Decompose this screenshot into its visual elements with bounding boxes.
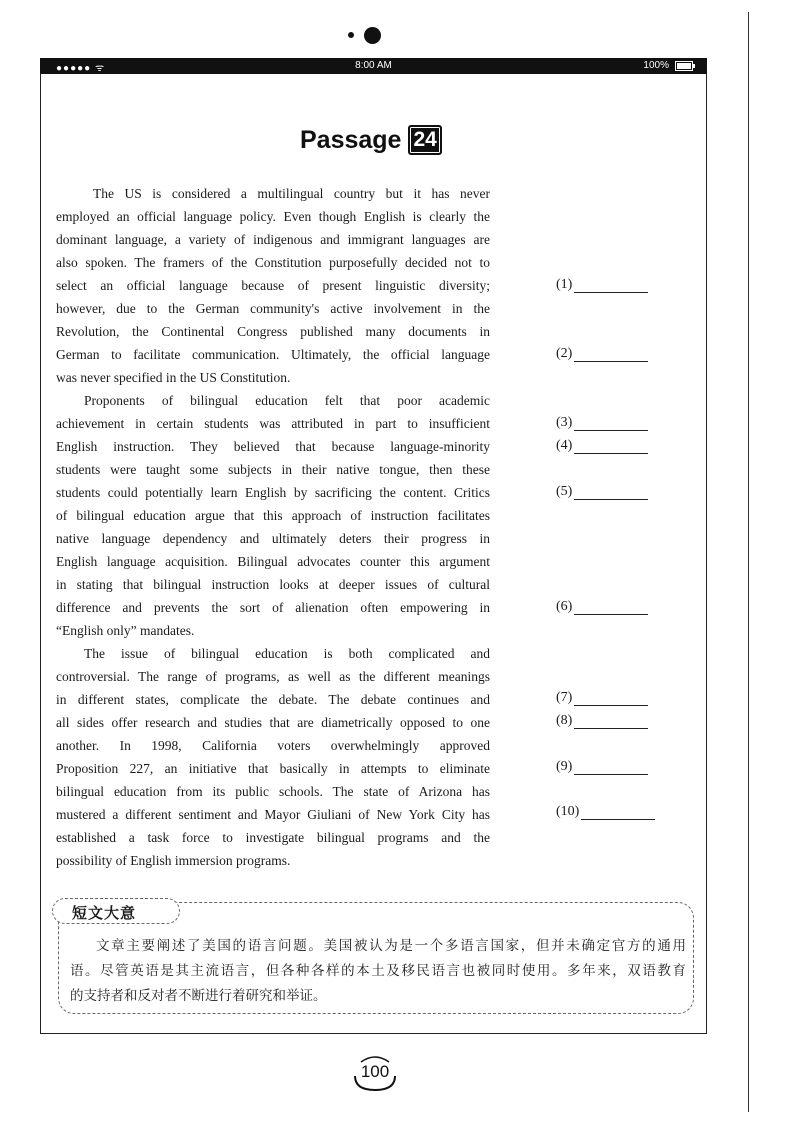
answer-blank-5[interactable] bbox=[556, 480, 648, 500]
blank-label: (6) bbox=[556, 599, 573, 614]
passage-line: in different states, complicate the debate. The debate continues and bbox=[56, 692, 490, 707]
answer-blank-2[interactable] bbox=[556, 342, 648, 362]
top-dots-ornament bbox=[344, 24, 404, 48]
summary-line: 文章主要阐述了美国的语言问题。美国被认为是一个多语言国家，但并未确定官方的通用 bbox=[96, 938, 686, 954]
blank-label: (1) bbox=[556, 277, 573, 292]
passage-line: established a task force to investigate bilingual programs and the bbox=[56, 830, 490, 845]
page-number-text: 100 bbox=[360, 1062, 390, 1081]
blank-line[interactable] bbox=[574, 439, 648, 454]
passage-line: employed an official language policy. Even though English is clearly the bbox=[56, 209, 490, 224]
status-time: 8:00 AM bbox=[355, 60, 392, 71]
passage-line: English language acquisition. Bilingual advocates counter this argument bbox=[56, 554, 490, 569]
passage-line: of bilingual education argue that this approach of instruction facilitates bbox=[56, 508, 490, 523]
answer-blank-8[interactable] bbox=[556, 709, 648, 729]
signal-indicator: ●●●●● ᯤ bbox=[56, 63, 106, 74]
battery-percent: 100% bbox=[643, 60, 669, 71]
passage-line: achievement in certain students was attributed in part to insufficient bbox=[56, 416, 490, 431]
blank-label: (5) bbox=[556, 484, 573, 499]
right-margin-rule bbox=[748, 12, 749, 1112]
blank-label: (9) bbox=[556, 759, 573, 774]
summary-line: 的支持者和反对者不断进行着研究和举证。 bbox=[70, 988, 327, 1004]
answer-blank-9[interactable] bbox=[556, 755, 648, 775]
answer-blank-4[interactable] bbox=[556, 434, 648, 454]
answer-blank-6[interactable] bbox=[556, 595, 648, 615]
passage-line: another. In 1998, California voters overwhelmingly approved bbox=[56, 738, 490, 753]
blank-line[interactable] bbox=[574, 760, 648, 775]
passage-line: all sides offer research and studies that are diametrically opposed to one bbox=[56, 715, 490, 730]
passage-line: German to facilitate communication. Ultimately, the official language bbox=[56, 347, 490, 362]
passage-line: mustered a different sentiment and Mayor Giuliani of New York City has bbox=[56, 807, 490, 822]
passage-line: English instruction. They believed that because language-minority bbox=[56, 439, 490, 454]
passage-line: however, due to the German community's active involvement in the bbox=[56, 301, 490, 316]
passage-line: The issue of bilingual education is both complicated and bbox=[84, 646, 490, 661]
blank-line[interactable] bbox=[574, 714, 648, 729]
blank-label: (8) bbox=[556, 713, 573, 728]
passage-line: students could potentially learn English by sacrificing the content. Critics bbox=[56, 485, 490, 500]
passage-number-badge: 24 bbox=[408, 125, 441, 155]
blank-label: (2) bbox=[556, 346, 573, 361]
passage-line: select an official language because of present linguistic diversity; bbox=[56, 278, 490, 293]
passage-line: “English only” mandates. bbox=[56, 623, 195, 638]
blank-label: (7) bbox=[556, 690, 573, 705]
battery-status bbox=[643, 60, 693, 71]
answer-blank-10[interactable] bbox=[556, 800, 655, 820]
status-bar bbox=[40, 58, 707, 74]
blank-line[interactable] bbox=[574, 278, 648, 293]
title-text: Passage bbox=[300, 125, 402, 154]
passage-line: also spoken. The framers of the Constitution purposefully decided not to bbox=[56, 255, 490, 270]
big-dot bbox=[364, 27, 381, 44]
blank-line[interactable] bbox=[574, 416, 648, 431]
passage-line: Revolution, the Continental Congress published many documents in bbox=[56, 324, 490, 339]
answer-blank-7[interactable] bbox=[556, 686, 648, 706]
passage-line: Proponents of bilingual education felt that poor academic bbox=[84, 393, 490, 408]
blank-label: (10) bbox=[556, 804, 580, 819]
answer-blank-3[interactable] bbox=[556, 411, 648, 431]
passage-line: was never specified in the US Constitution. bbox=[56, 370, 291, 385]
battery-icon bbox=[675, 61, 693, 71]
passage-line: native language dependency and ultimately deters their progress in bbox=[56, 531, 490, 546]
small-dot bbox=[348, 32, 354, 38]
blank-line[interactable] bbox=[574, 600, 648, 615]
passage-line: Proposition 227, an initiative that basically in attempts to eliminate bbox=[56, 761, 490, 776]
blank-line[interactable] bbox=[574, 485, 648, 500]
passage-line: difference and prevents the sort of alienation often empowering in bbox=[56, 600, 490, 615]
blank-label: (4) bbox=[556, 438, 573, 453]
blank-line[interactable] bbox=[581, 805, 655, 820]
page-title bbox=[300, 122, 442, 158]
passage-line: dominant language, a variety of indigenous and immigrant languages are bbox=[56, 232, 490, 247]
passage-line: bilingual education from its public schools. The state of Arizona has bbox=[56, 784, 490, 799]
answer-blank-1[interactable] bbox=[556, 273, 648, 293]
passage-line: in stating that bilingual instruction looks at deeper issues of cultural bbox=[56, 577, 490, 592]
passage-line: possibility of English immersion programs. bbox=[56, 853, 291, 868]
passage-text bbox=[56, 182, 490, 872]
blank-label: (3) bbox=[556, 415, 573, 430]
summary-line: 语。尽管英语是其主流语言，但各种各样的本土及移民语言也被同时使用。多年来，双语教育 bbox=[70, 963, 686, 979]
page-number bbox=[351, 1052, 399, 1092]
summary-text bbox=[70, 934, 686, 1009]
passage-line: students were taught some subjects in their native tongue, then these bbox=[56, 462, 490, 477]
blank-line[interactable] bbox=[574, 347, 648, 362]
summary-title: 短文大意 bbox=[72, 904, 137, 922]
passage-line: The US is considered a multilingual country but it has never bbox=[93, 186, 490, 201]
blank-line[interactable] bbox=[574, 691, 648, 706]
passage-line: controversial. The range of programs, as well as the different meanings bbox=[56, 669, 490, 684]
